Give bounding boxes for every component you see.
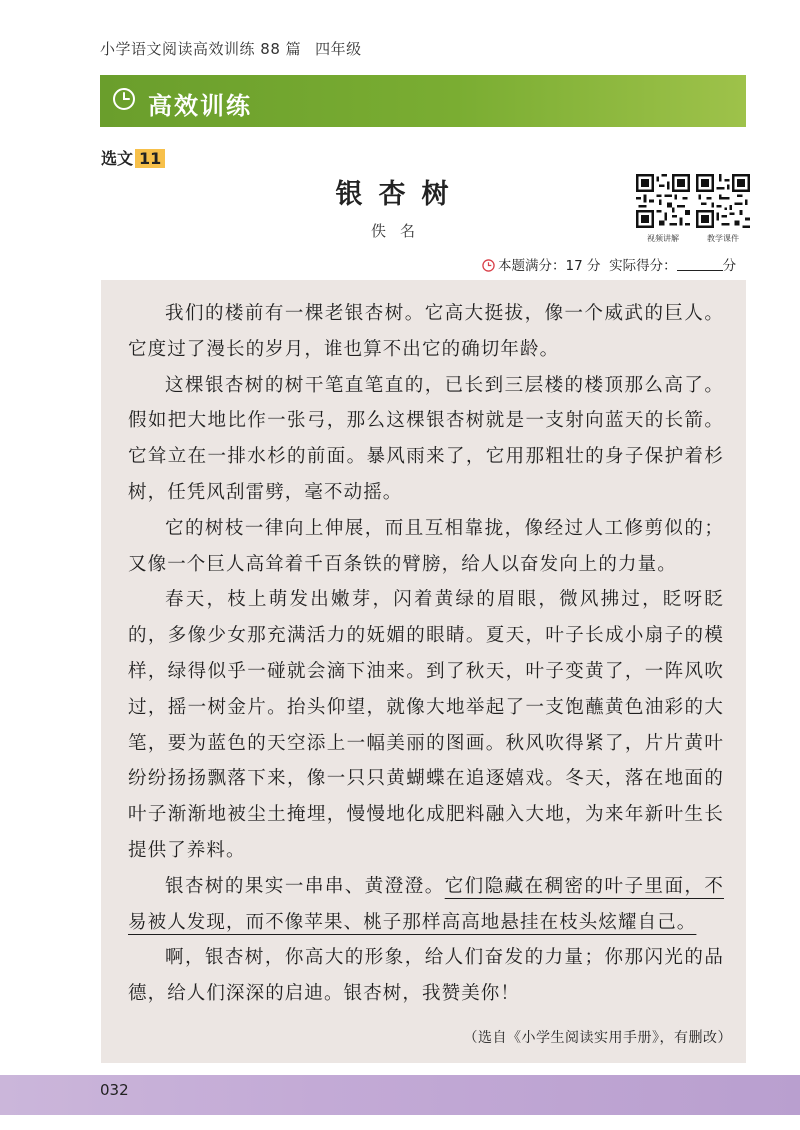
qr-video[interactable] <box>634 174 692 244</box>
score-unit: 分 <box>722 258 737 274</box>
selection-text: 选文 <box>101 149 134 168</box>
clock-icon <box>112 87 136 111</box>
paragraph-5 <box>128 869 724 941</box>
book-title: 小学语文阅读高效训练 88 篇 <box>100 40 302 58</box>
full-score: 本题满分：17 分 <box>498 258 601 274</box>
qr-video-label: 视频讲解 <box>647 234 679 243</box>
qr-code-icon <box>636 174 690 228</box>
score-line <box>482 254 736 274</box>
qr-courseware-label: 教学课件 <box>707 234 739 243</box>
grade-label: 四年级 <box>315 40 362 58</box>
article-title: 银杏树 <box>335 179 465 210</box>
paragraph-3: 它的树枝一律向上伸展，而且互相靠拢，像经过人工修剪似的；又像一个巨人高耸着千百条铁的臂膀，给人以奋发向上的力量。 <box>128 517 724 575</box>
qr-courseware[interactable] <box>694 174 752 244</box>
source-citation: （选自《小学生阅读实用手册》，有删改） <box>463 1030 732 1046</box>
paragraph-6: 啊，银杏树，你高大的形象，给人们奋发的力量；你那闪光的品德，给人们深深的启迪。银杏树，我赞美你！ <box>128 947 724 1005</box>
paragraph-5-plain: 银杏树的果实一串串、黄澄澄。 <box>165 875 445 897</box>
paragraph-1: 我们的楼前有一棵老银杏树。它高大挺拔，像一个威武的巨人。它度过了漫长的岁月，谁也算不出它的确切年龄。 <box>128 303 724 360</box>
timer-icon <box>482 259 495 272</box>
underlined-sentence: 它们隐藏在稠密的叶子里面，不易被人发现，而不像苹果、桃子那样高高地悬挂在枝头炫耀自己。 <box>128 875 724 933</box>
section-banner <box>100 75 746 127</box>
actual-score-label: 实际得分： <box>609 258 677 274</box>
page-number: 032 <box>100 1081 129 1099</box>
selection-label <box>101 146 165 169</box>
selection-number: 11 <box>135 149 165 168</box>
banner-title: 高效训练 <box>148 92 252 120</box>
paragraph-4: 春天，枝上萌发出嫩芽，闪着黄绿的眉眼，微风拂过，眨呀眨的，多像少女那充满活力的妩媚的眼睛。夏天，叶子长成小扇子的模样，绿得似乎一碰就会滴下油来。到了秋天，叶子变黄了，一阵风吹过，摇一树金片。抬头仰望，就像大地举起了一支饱蘸黄色油彩的大笔，要为蓝色的天空添上一幅美丽的图画。秋风吹得紧了，片片黄叶纷纷扬扬飘落下来，像一只只黄蝴蝶在追逐嬉戏。冬天，落在地面的叶子渐渐地被尘土掩埋，慢慢地化成肥料融入大地，为来年新叶生长提供了养料。 <box>128 589 724 861</box>
article-author: 佚名 <box>370 222 429 240</box>
qr-code-icon <box>696 174 750 228</box>
paragraph-2: 这棵银杏树的树干笔直笔直的，已长到三层楼的楼顶那么高了。假如把大地比作一张弓，那么这棵银杏树就是一支射向蓝天的长箭。它耸立在一排水杉的前面。暴风雨来了，它用那粗壮的身子保护着杉树，任凭风刮雷劈，毫不动摇。 <box>128 374 724 503</box>
score-blank[interactable] <box>677 258 723 271</box>
book-header <box>100 38 362 59</box>
passage <box>128 296 724 1012</box>
